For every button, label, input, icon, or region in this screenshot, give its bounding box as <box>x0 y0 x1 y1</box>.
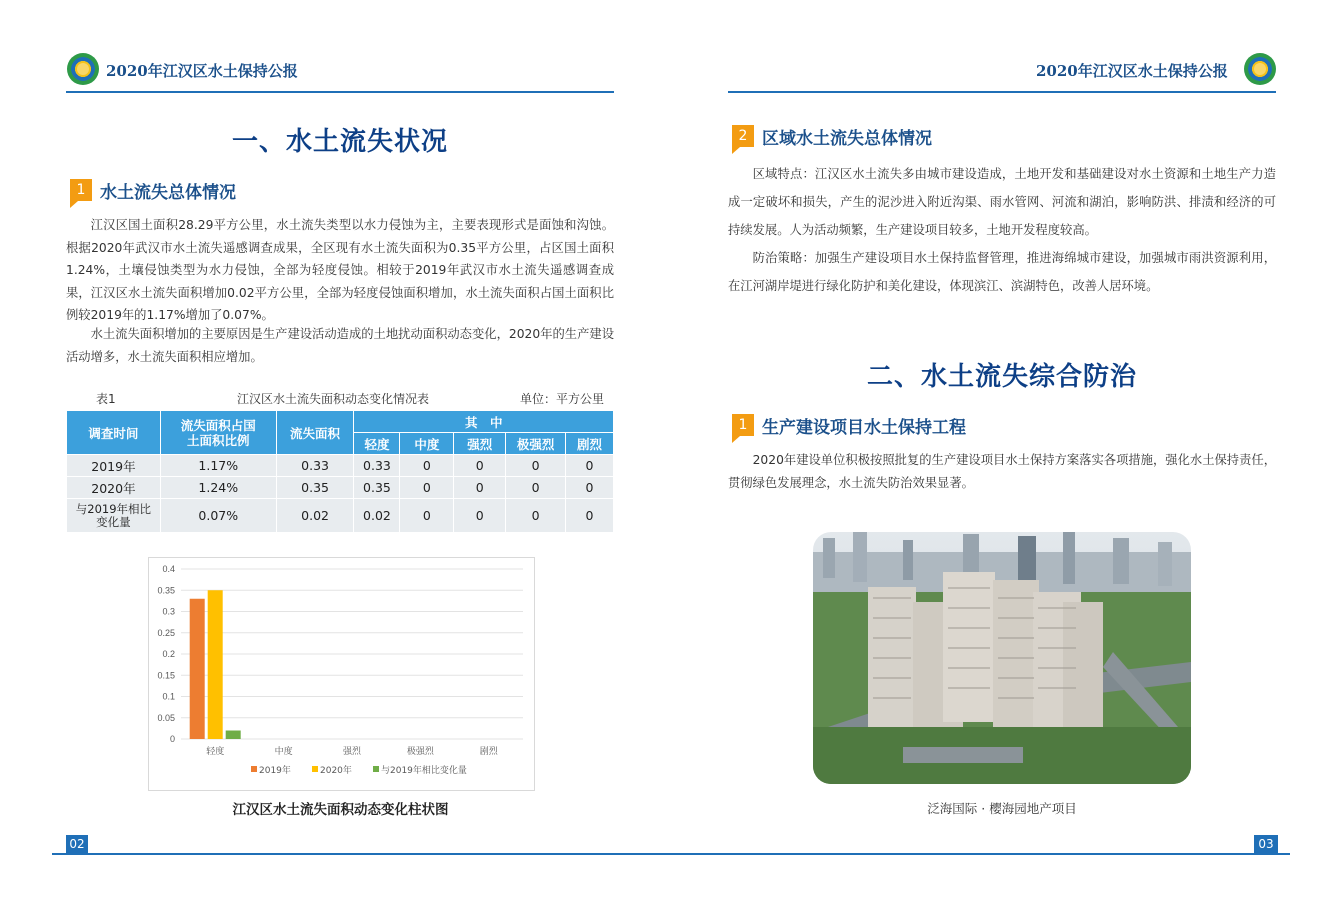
col-header-group: 其 中 <box>354 411 614 433</box>
paragraph-projects: 2020年建设单位积极按照批复的生产建设项目水土保持方案落实各项措施，强化水土保持责任，贯彻绿色发展理念，水土流失防治效果显著。 <box>728 453 1276 490</box>
y-tick-label: 0.3 <box>162 606 175 617</box>
col-header-intense: 强烈 <box>454 433 506 455</box>
subheading-label: 区域水土流失总体情况 <box>762 128 932 149</box>
cell-ratio: 1.17% <box>160 455 276 477</box>
x-tick-label: 轻度 <box>206 747 225 757</box>
aerial-photo <box>813 532 1191 784</box>
y-tick-label: 0.05 <box>157 712 175 723</box>
subheading-projects <box>732 412 966 438</box>
bar-chart-svg <box>149 558 534 790</box>
table-unit: 单位：平方公里 <box>519 392 604 406</box>
y-tick-label: 0.1 <box>162 691 175 702</box>
cell-area: 0.33 <box>276 455 354 477</box>
legend-label: 与2019年相比变化量 <box>381 766 467 776</box>
paragraph-overview: 江汉区国土面积28.29平方公里，水土流失类型以水力侵蚀为主，主要表现形式是面蚀和沟蚀。根据2020年武汉市水土流失遥感调查成果，全区现有水土流失面积为0.35平方公里，占区国土面积1.24%，土壤侵蚀类型为水力侵蚀，全部为轻度侵蚀。相较于2019年武汉市水土流失遥感调查成果，江汉区水土流失面积增加0.02平方公里，全部为轻度侵蚀面积增加，水土流失面积占国土面积比例较2019年的1.17%增加了0.07%。 <box>66 218 614 322</box>
aerial-photo-illustration <box>813 532 1191 784</box>
x-tick-label: 极强烈 <box>406 747 434 757</box>
x-tick-label: 强烈 <box>342 747 362 757</box>
x-tick-label: 中度 <box>274 747 293 757</box>
col-header-very-intense: 极强烈 <box>506 433 566 455</box>
header-divider-left <box>66 91 614 93</box>
header-title-left: 2020年江汉区水土保持公报 <box>106 62 298 80</box>
y-tick-label: 0.4 <box>162 564 175 574</box>
cell-light: 0.35 <box>354 477 400 499</box>
cell-ratio: 1.24% <box>160 477 276 499</box>
cell-area: 0.35 <box>276 477 354 499</box>
emblem-logo-left <box>67 53 99 85</box>
page-number-left: 02 <box>66 835 88 853</box>
cell-moderate: 0 <box>400 477 454 499</box>
col-header-ratio: 流失面积占国土面积比例 <box>160 411 276 455</box>
col-header-severe: 剧烈 <box>566 433 614 455</box>
cell-ratio: 0.07% <box>160 499 276 533</box>
cell-very-intense: 0 <box>506 455 566 477</box>
paragraph-strategy: 防治策略：加强生产建设项目水土保持监督管理，推进海绵城市建设，加强城市雨洪资源利用，在江河湖岸堤进行绿化防护和美化建设，体现滨江、滨湖特色，改善人居环境。 <box>728 251 1276 293</box>
y-tick-label: 0.15 <box>157 670 175 681</box>
cell-very-intense: 0 <box>506 499 566 533</box>
cell-severe: 0 <box>566 477 614 499</box>
subheading-number: 1 <box>732 414 754 436</box>
subheading-label: 水土流失总体情况 <box>100 182 236 203</box>
legend-label: 2020年 <box>320 766 352 776</box>
subheading-overall <box>70 177 236 203</box>
header-divider-right <box>728 91 1276 93</box>
table-row <box>67 455 614 477</box>
bar <box>190 599 205 739</box>
cell-light: 0.02 <box>354 499 400 533</box>
cell-moderate: 0 <box>400 499 454 533</box>
table-caption <box>66 390 614 408</box>
cell-time: 与2019年相比变化量 <box>67 499 161 533</box>
header-title-right: 2020年江汉区水土保持公报 <box>1036 62 1228 80</box>
table-row <box>67 499 614 533</box>
cell-time: 2020年 <box>67 477 161 499</box>
cell-time: 2019年 <box>67 455 161 477</box>
x-tick-label: 剧烈 <box>479 747 498 757</box>
paragraph-region-features: 区域特点：江汉区水土流失多由城市建设造成，土地开发和基础建设对水土资源和土地生产力造成一定破坏和损失，产生的泥沙进入附近沟渠、雨水管网、河流和湖泊，影响防洪、排渍和经济的可持续发展。人为活动频繁，生产建设项目较多，土地开发程度较高。 <box>728 167 1276 237</box>
cell-intense: 0 <box>454 499 506 533</box>
legend-label: 2019年 <box>259 766 291 776</box>
table-row <box>67 477 614 499</box>
legend-swatch <box>251 766 257 772</box>
paragraph-cause: 水土流失面积增加的主要原因是生产建设活动造成的土地扰动面积动态变化，2020年的生产建设活动增多，水土流失面积相应增加。 <box>66 327 614 364</box>
col-header-moderate: 中度 <box>400 433 454 455</box>
subheading-number: 2 <box>732 125 754 147</box>
bar <box>208 590 223 739</box>
y-tick-label: 0.2 <box>162 649 175 659</box>
page-number-right: 03 <box>1254 835 1278 853</box>
cell-moderate: 0 <box>400 455 454 477</box>
table-label: 表1 <box>96 392 116 406</box>
emblem-logo-right <box>1244 53 1276 85</box>
col-header-light: 轻度 <box>354 433 400 455</box>
legend-swatch <box>312 766 318 772</box>
subheading-regional <box>732 123 932 149</box>
section-title-status: 一、水土流失状况 <box>232 127 449 157</box>
subheading-label: 生产建设项目水土保持工程 <box>762 417 966 438</box>
cell-intense: 0 <box>454 455 506 477</box>
photo-caption: 泛海国际 · 樱海园地产项目 <box>927 801 1077 816</box>
footer-divider <box>52 853 1290 855</box>
chart-caption: 江汉区水土流失面积动态变化柱状图 <box>232 802 449 818</box>
bar-chart <box>148 557 535 791</box>
section-title-prevention: 二、水土流失综合防治 <box>867 362 1138 392</box>
cell-light: 0.33 <box>354 455 400 477</box>
y-tick-label: 0.35 <box>157 585 175 596</box>
y-tick-label: 0 <box>169 734 175 744</box>
bar <box>226 731 241 740</box>
col-header-area: 流失面积 <box>276 411 354 455</box>
y-tick-label: 0.25 <box>157 627 175 638</box>
cell-intense: 0 <box>454 477 506 499</box>
col-header-time: 调查时间 <box>67 411 161 455</box>
table-title: 江汉区水土流失面积动态变化情况表 <box>237 392 430 406</box>
legend-swatch <box>373 766 379 772</box>
cell-severe: 0 <box>566 499 614 533</box>
cell-very-intense: 0 <box>506 477 566 499</box>
erosion-table <box>66 410 614 533</box>
subheading-number: 1 <box>70 179 92 201</box>
cell-area: 0.02 <box>276 499 354 533</box>
cell-severe: 0 <box>566 455 614 477</box>
